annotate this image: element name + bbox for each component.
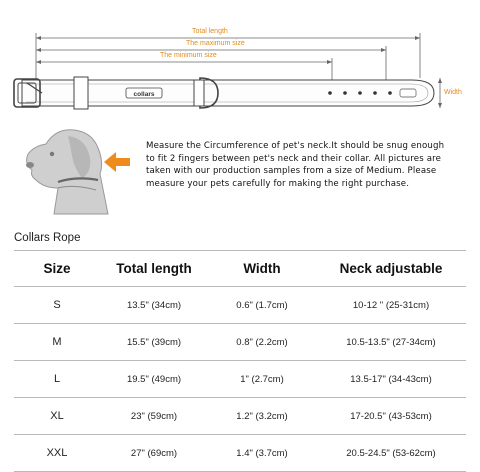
- size-chart-table: [14, 250, 466, 472]
- collars-rope-title: Collars Rope: [14, 232, 81, 244]
- table-row: [14, 286, 466, 323]
- size-cell: S: [53, 299, 61, 311]
- width-label: Width: [444, 89, 462, 96]
- neck-cell: 13.5-17" (34-43cm): [350, 373, 432, 385]
- measurement-instructions: Measure the Circumference of pet's neck.It should be snug enough to fit 2 fingers between pet's neck and their collar. All pictures are taken with our production samples from a size of Medium. Please measure your pets carefully for making the right purchase.: [146, 141, 445, 189]
- total-length-cell: 13.5" (34cm): [126, 299, 182, 311]
- size-cell: XL: [50, 410, 64, 422]
- table-row: [14, 397, 466, 434]
- neck-cell: 17-20.5" (43-53cm): [350, 410, 432, 422]
- brand-mark: collars: [133, 91, 155, 98]
- neck-cell: 20.5-24.5" (53-62cm): [346, 447, 436, 459]
- dog-neck-measure-illustration: [12, 118, 132, 218]
- total-length-cell: 19.5" (49cm): [126, 373, 182, 385]
- min-size-label: The minimum size: [160, 52, 217, 59]
- size-cell: XXL: [46, 447, 68, 459]
- header-size: Size: [43, 261, 71, 276]
- keeper-loop: [74, 77, 88, 109]
- total-length-cell: 27" (69cm): [130, 447, 178, 459]
- total-length-cell: 23" (59cm): [130, 410, 178, 422]
- dog-head: [27, 130, 108, 214]
- width-cell: 0.6" (1.7cm): [236, 299, 288, 311]
- neck-cell: 10-12 " (25-31cm): [352, 299, 430, 311]
- total-length-label: Total length: [192, 28, 228, 35]
- total-length-cell: 15.5" (39cm): [126, 336, 182, 348]
- table-row: [14, 360, 466, 397]
- header-total-length: Total length: [116, 261, 192, 276]
- size-cell: L: [53, 373, 61, 385]
- pointer-arrow-icon: [104, 152, 130, 172]
- width-cell: 1.4" (3.7cm): [236, 447, 288, 459]
- collar-dimension-diagram: [0, 0, 480, 120]
- header-neck-adjustable: Neck adjustable: [339, 261, 443, 276]
- table-row: [14, 434, 466, 472]
- width-cell: 0.8" (2.2cm): [236, 336, 288, 348]
- table-row: [14, 323, 466, 360]
- width-cell: 1" (2.7cm): [240, 373, 284, 385]
- neck-cell: 10.5-13.5" (27-34cm): [346, 336, 436, 348]
- header-width: Width: [243, 261, 281, 276]
- table-header-row: [14, 250, 466, 286]
- width-cell: 1.2" (3.2cm): [236, 410, 288, 422]
- max-size-label: The maximum size: [186, 40, 245, 47]
- size-cell: M: [52, 336, 62, 348]
